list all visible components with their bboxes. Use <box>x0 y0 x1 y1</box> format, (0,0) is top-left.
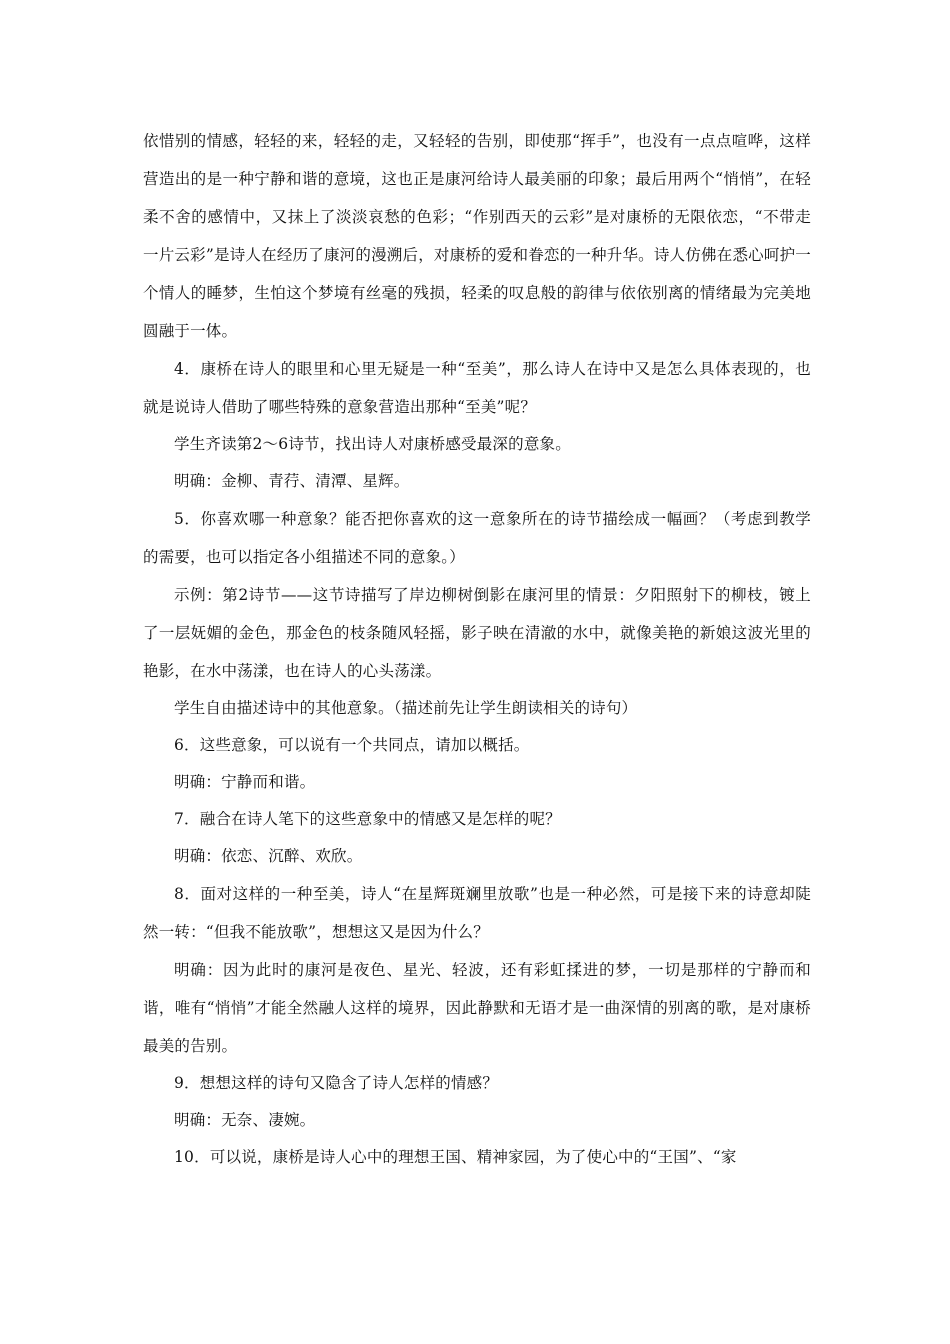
paragraph-continuation: 依惜别的情感，轻轻的来，轻轻的走，又轻轻的告别，即使那“挥手”，也没有一点点喧哗，这样营造出的是一种宁静和谐的意境，这也正是康河给诗人最美丽的印象；最后用两个“悄悄”，在轻柔不舍的感情中，又抹上了淡淡哀愁的色彩；“作别西天的云彩”是对康桥的无限依恋，“不带走一片云彩”是诗人在经历了康河的漫溯后，对康桥的爱和眷恋的一种升华。诗人仿佛在悉心呵护一个情人的睡梦，生怕这个梦境有丝毫的残损，轻柔的叹息般的韵律与依依别离的情绪最为完美地圆融于一体。 <box>143 132 811 340</box>
document-body <box>143 122 811 1176</box>
answer-8: 明确：因为此时的康河是夜色、星光、轻波，还有彩虹揉进的梦，一切是那样的宁静而和谐，唯有“悄悄”才能全然融人这样的境界，因此静默和无语才是一曲深情的别离的歌，是对康桥最美的告别。 <box>143 961 811 1055</box>
answer-4: 明确：金柳、青荇、清潭、星辉。 <box>174 472 410 490</box>
question-10: 10．可以说，康桥是诗人心中的理想王国、精神家园，为了使心中的“王国”、“家 <box>174 1148 737 1166</box>
question-6: 6．这些意象，可以说有一个共同点，请加以概括。 <box>174 736 530 754</box>
question-7: 7．融合在诗人笔下的这些意象中的情感又是怎样的呢？ <box>174 810 561 828</box>
question-9: 9．想想这样的诗句又隐含了诗人怎样的情感？ <box>174 1074 499 1092</box>
answer-7: 明确：依恋、沉醉、欢欣。 <box>174 847 363 865</box>
example-stanza-2: 示例：第2诗节——这节诗描写了岸边柳树倒影在康河里的情景：夕阳照射下的柳枝，镀上了一层妩媚的金色，那金色的枝条随风轻摇，影子映在清澈的水中，就像美艳的新娘这波光里的艳影，在水中荡漾，也在诗人的心头荡漾。 <box>143 586 811 680</box>
question-5: 5．你喜欢哪一种意象？能否把你喜欢的这一意象所在的诗节描绘成一幅画？（考虑到教学的需要，也可以指定各小组描述不同的意象。） <box>143 510 811 566</box>
answer-9: 明确：无奈、凄婉。 <box>174 1111 316 1129</box>
question-8: 8．面对这样的一种至美，诗人“在星辉斑斓里放歌”也是一种必然，可是接下来的诗意却陡然一转：“但我不能放歌”，想想这又是因为什么？ <box>143 885 811 941</box>
instruction-describe-images: 学生自由描述诗中的其他意象。（描述前先让学生朗读相关的诗句） <box>174 699 638 717</box>
question-4: 4．康桥在诗人的眼里和心里无疑是一种“至美”，那么诗人在诗中又是怎么具体表现的，也就是说诗人借助了哪些特殊的意象营造出那种“至美”呢？ <box>143 360 811 416</box>
instruction-read-stanzas: 学生齐读第2～6诗节，找出诗人对康桥感受最深的意象。 <box>174 435 571 453</box>
answer-6: 明确：宁静而和谐。 <box>174 773 316 791</box>
